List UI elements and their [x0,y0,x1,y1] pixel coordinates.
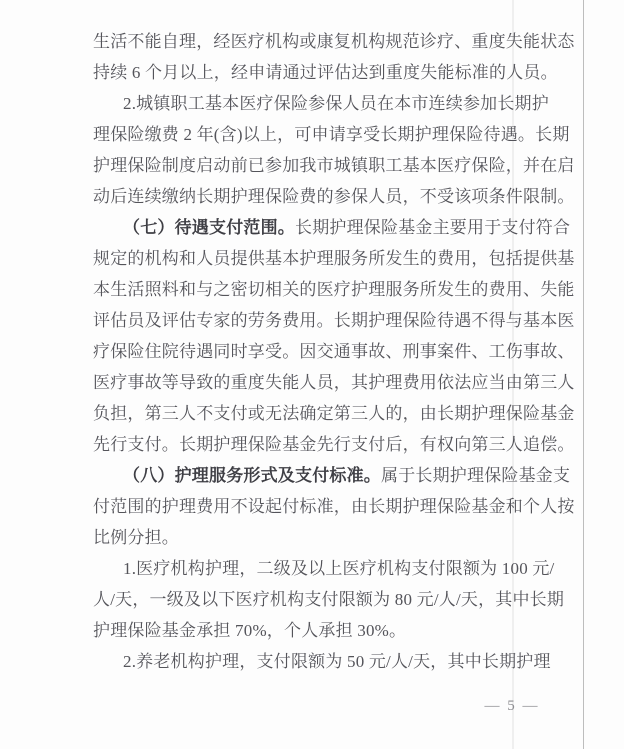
text-line [93,305,575,336]
text-line [93,119,571,150]
page-number: — 5 — [484,698,540,714]
text-segment: 长期护理保险基金主要用于支付符合 [295,218,571,237]
text-line [93,26,575,57]
page-edge-line [583,0,584,749]
text-line [93,181,575,212]
text-segment: 先行支付。长期护理保险基金先行支付后，有权向第三人追偿。 [93,435,575,454]
text-line [93,522,571,553]
text-segment: 2.城镇职工基本医疗保险参保人员在本市连续参加长期护 [123,94,549,113]
text-line [93,398,575,429]
text-segment: 比例分担。 [93,528,179,547]
text-segment: 1.医疗机构护理，二级及以上医疗机构支付限额为 100 元/ [123,559,555,578]
text-line [93,243,575,274]
text-segment: 规定的机构和人员提供基本护理服务所发生的费用，包括提供基 [93,249,575,268]
text-segment: 理保险缴费 2 年(含)以上，可申请享受长期护理保险待遇。长期 [93,125,570,144]
text-segment: 人/天，一级及以下医疗机构支付限额为 80 元/人/天，其中长期 [93,590,565,609]
text-segment: 护理保险基金承担 70%，个人承担 30%。 [93,621,407,640]
text-line [93,367,575,398]
heading-segment: （七）待遇支付范围。 [123,218,295,237]
text-segment: 负担，第三人不支付或无法确定第三人的，由长期护理保险基金 [93,404,575,423]
text-line [93,491,575,522]
text-segment: 生活不能自理，经医疗机构或康复机构规范诊疗、重度失能状态 [93,32,575,51]
text-segment: 持续 6 个月以上，经申请通过评估达到重度失能标准的人员。 [93,63,558,82]
text-block [93,26,575,677]
text-segment: 本生活照料和与之密切相关的医疗护理服务所发生的费用、失能 [93,280,575,299]
heading-segment: （八）护理服务形式及支付标准。 [123,466,381,485]
text-segment: 医疗事故等导致的重度失能人员，其护理费用依法应当由第三人 [93,373,575,392]
text-line [93,150,575,181]
text-line [93,646,571,677]
text-line [93,88,571,119]
text-line [93,429,575,460]
text-segment: 属于长期护理保险基金支 [381,466,571,485]
text-segment: 疗保险住院待遇同时享受。因交通事故、刑事案件、工伤事故、 [93,342,575,361]
text-line [93,460,571,491]
text-segment: 动后连续缴纳长期护理保险费的参保人员，不受该项条件限制。 [93,187,575,206]
text-line [93,336,575,367]
text-segment: 护理保险制度启动前已参加我市城镇职工基本医疗保险，并在启 [93,156,575,175]
text-segment: 2.养老机构护理，支付限额为 50 元/人/天，其中长期护理 [123,652,551,671]
text-line [93,584,571,615]
text-line [93,212,571,243]
text-line [93,553,571,584]
text-line [93,57,571,88]
text-line [93,615,571,646]
text-segment: 付范围的护理费用不设起付标准，由长期护理保险基金和个人按 [93,497,575,516]
text-segment: 评估员及评估专家的劳务费用。长期护理保险待遇不得与基本医 [93,311,575,330]
text-line [93,274,575,305]
